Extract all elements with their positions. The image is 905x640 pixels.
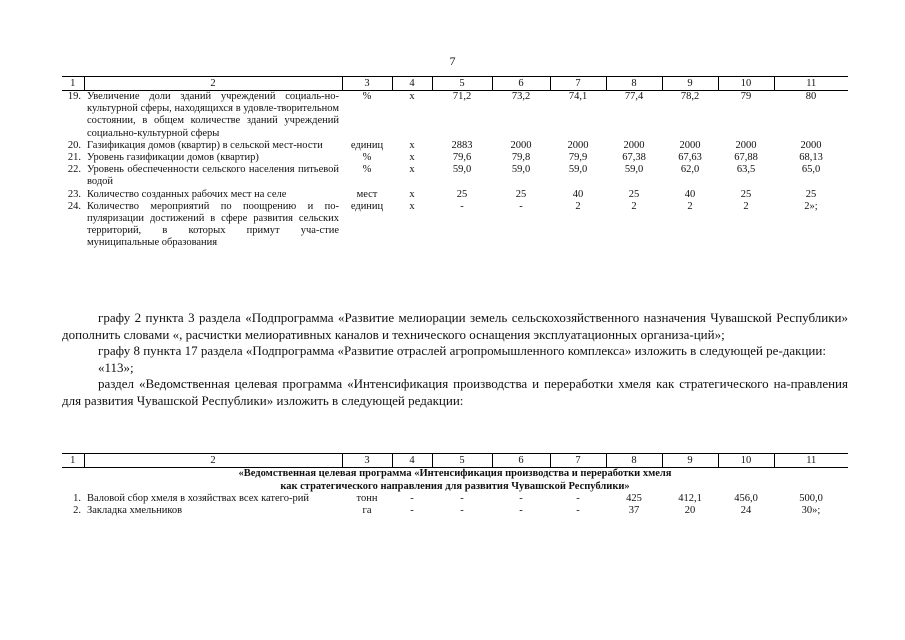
row-number: 2. bbox=[73, 505, 81, 517]
column-header: 1 bbox=[62, 454, 84, 468]
row-number: 1. bbox=[73, 493, 81, 504]
row-value: - bbox=[576, 493, 580, 504]
row-name: Количество созданных рабочих мест на селе bbox=[87, 188, 287, 200]
column-header-row bbox=[62, 454, 848, 468]
row-value: 40 bbox=[572, 188, 584, 200]
row-value: 71,2 bbox=[452, 91, 472, 102]
row-unit: % bbox=[362, 164, 372, 176]
row-value: 79,6 bbox=[452, 152, 472, 164]
row-value: - bbox=[460, 505, 464, 517]
paragraph: графу 2 пункта 3 раздела «Подпрограмма «Развитие мелиорации земель сельскохозяйственного назначения Чувашской Республики» дополнить словами «, расчистки мелиоративных каналов и технического оснащения эксплуатационных организа-ций»; bbox=[62, 310, 848, 342]
paragraph: раздел «Ведомственная целевая программа «Интенсификация производства и переработки хмеля как стратегического на-правления для развития Чувашской Республики» изложить в следующей редакции: bbox=[62, 376, 848, 408]
row-unit: мест bbox=[356, 188, 378, 200]
row-base: х bbox=[409, 188, 415, 200]
row-value: 2000 bbox=[679, 139, 701, 151]
column-header: 3 bbox=[342, 77, 392, 91]
row-value: 37 bbox=[628, 505, 640, 517]
row-base: х bbox=[409, 164, 415, 176]
row-value: 78,2 bbox=[680, 91, 700, 102]
column-header: 9 bbox=[662, 454, 718, 468]
row-value: 25 bbox=[628, 188, 640, 200]
row-name: Увеличение доли зданий учреждений социаль-но-культурной сферы, находящихся в удовле-творительном состоянии, в общем количестве зданий учреждений социально-культурной сферы bbox=[87, 91, 339, 139]
row-unit: га bbox=[362, 505, 372, 517]
column-header: 6 bbox=[492, 77, 550, 91]
row-value: 24 bbox=[740, 505, 752, 517]
table-row bbox=[62, 140, 848, 152]
row-value: 2 bbox=[687, 200, 693, 212]
indicators-table bbox=[62, 76, 848, 250]
row-value: 2 bbox=[631, 200, 637, 212]
row-value: 2883 bbox=[451, 139, 473, 151]
row-base: х bbox=[409, 139, 415, 151]
row-value: 456,0 bbox=[734, 493, 758, 504]
column-header: 6 bbox=[492, 454, 550, 468]
amendment-text bbox=[62, 310, 848, 409]
column-header: 2 bbox=[84, 454, 342, 468]
row-name: Закладка хмельников bbox=[87, 505, 183, 517]
column-header: 8 bbox=[606, 77, 662, 91]
row-value: 2000 bbox=[623, 139, 645, 151]
row-unit: единиц bbox=[350, 200, 384, 212]
row-value: 425 bbox=[626, 493, 642, 504]
row-value: 2000 bbox=[735, 139, 757, 151]
row-value: 25 bbox=[740, 188, 752, 200]
column-header: 10 bbox=[718, 77, 774, 91]
column-header-row bbox=[62, 77, 848, 91]
row-value: 79,9 bbox=[568, 152, 588, 164]
column-header: 5 bbox=[432, 77, 492, 91]
row-value: - bbox=[519, 200, 523, 212]
row-base: - bbox=[410, 505, 414, 517]
row-value: 77,4 bbox=[624, 91, 644, 102]
row-number: 24. bbox=[67, 200, 81, 212]
row-name: Уровень газификации домов (квартир) bbox=[87, 152, 259, 164]
column-header: 5 bbox=[432, 454, 492, 468]
column-header: 4 bbox=[392, 77, 432, 91]
program-title-line: «Ведомственная целевая программа «Интенсификация производства и переработки хмеля bbox=[238, 468, 672, 479]
page-number: 7 bbox=[449, 54, 456, 68]
row-value: 59,0 bbox=[568, 164, 588, 176]
row-value: 2»; bbox=[804, 200, 818, 212]
row-value: 25 bbox=[805, 188, 817, 200]
row-value: - bbox=[519, 505, 523, 517]
row-value: 25 bbox=[456, 188, 468, 200]
row-base: - bbox=[410, 493, 414, 504]
paragraph: графу 8 пункта 17 раздела «Подпрограмма «Развитие отраслей агропромышленного комплекса» изложить в следующей ре-дакции: bbox=[98, 343, 826, 358]
row-number: 22. bbox=[67, 164, 81, 176]
table-row bbox=[62, 505, 848, 517]
row-value: 500,0 bbox=[799, 493, 823, 504]
row-base: х bbox=[409, 91, 415, 102]
row-value: 2000 bbox=[800, 139, 822, 151]
table-row bbox=[62, 189, 848, 201]
table-row bbox=[62, 164, 848, 188]
row-value: 79,8 bbox=[511, 152, 531, 164]
row-unit: % bbox=[362, 91, 372, 102]
table-row bbox=[62, 493, 848, 505]
row-unit: единиц bbox=[350, 139, 384, 151]
row-value: 2000 bbox=[567, 139, 589, 151]
row-base: х bbox=[409, 152, 415, 164]
row-base: х bbox=[409, 200, 415, 212]
row-value: 68,13 bbox=[799, 152, 823, 164]
row-value: 25 bbox=[515, 188, 527, 200]
row-name: Уровень обеспеченности сельского населения питьевой водой bbox=[87, 164, 339, 188]
row-value: 20 bbox=[684, 505, 696, 517]
table-row bbox=[62, 91, 848, 140]
program-title bbox=[62, 468, 848, 494]
row-value: 412,1 bbox=[678, 493, 702, 504]
row-value: 79 bbox=[740, 91, 752, 102]
row-value: 67,38 bbox=[622, 152, 646, 164]
row-value: - bbox=[460, 200, 464, 212]
program-table bbox=[62, 453, 848, 517]
row-unit: тонн bbox=[356, 493, 378, 504]
row-unit: % bbox=[362, 152, 372, 164]
row-value: 73,2 bbox=[511, 91, 531, 102]
row-value: 74,1 bbox=[568, 91, 588, 102]
row-value: - bbox=[576, 505, 580, 517]
row-value: 2 bbox=[575, 200, 581, 212]
row-value: 59,0 bbox=[624, 164, 644, 176]
row-value: 67,63 bbox=[678, 152, 702, 164]
table-row bbox=[62, 152, 848, 164]
column-header: 7 bbox=[550, 77, 606, 91]
column-header: 7 bbox=[550, 454, 606, 468]
row-value: - bbox=[519, 493, 523, 504]
row-value: 65,0 bbox=[801, 164, 821, 176]
row-number: 20. bbox=[67, 139, 81, 151]
row-value: - bbox=[460, 493, 464, 504]
row-value: 2 bbox=[743, 200, 749, 212]
column-header: 4 bbox=[392, 454, 432, 468]
column-header: 2 bbox=[84, 77, 342, 91]
row-value: 30»; bbox=[801, 505, 821, 517]
row-number: 19. bbox=[67, 91, 81, 102]
row-name: Количество мероприятий по поощрению и по-пуляризации достижений в сфере развития сельских территорий, в которых примут уча-стие муниципальные образования bbox=[87, 200, 339, 249]
program-title-row bbox=[62, 468, 848, 494]
row-name: Валовой сбор хмеля в хозяйствах всех катего-рий bbox=[87, 493, 309, 504]
row-value: 2000 bbox=[510, 139, 532, 151]
row-value: 40 bbox=[684, 188, 696, 200]
row-name: Газификация домов (квартир) в сельской мест-ности bbox=[87, 139, 323, 151]
column-header: 10 bbox=[718, 454, 774, 468]
row-number: 21. bbox=[67, 152, 81, 164]
row-value: 63,5 bbox=[736, 164, 756, 176]
program-title-line: как стратегического направления для развития Чувашской Республики» bbox=[280, 480, 630, 492]
column-header: 11 bbox=[774, 454, 848, 468]
row-number: 23. bbox=[67, 188, 81, 200]
column-header: 3 bbox=[342, 454, 392, 468]
row-value: 80 bbox=[805, 91, 817, 102]
row-value: 59,0 bbox=[452, 164, 472, 176]
paragraph: «113»; bbox=[98, 359, 134, 375]
table-row bbox=[62, 201, 848, 250]
row-value: 59,0 bbox=[511, 164, 531, 176]
column-header: 11 bbox=[774, 77, 848, 91]
column-header: 8 bbox=[606, 454, 662, 468]
column-header: 9 bbox=[662, 77, 718, 91]
row-value: 62,0 bbox=[680, 164, 700, 176]
column-header: 1 bbox=[62, 77, 84, 91]
row-value: 67,88 bbox=[734, 152, 758, 164]
